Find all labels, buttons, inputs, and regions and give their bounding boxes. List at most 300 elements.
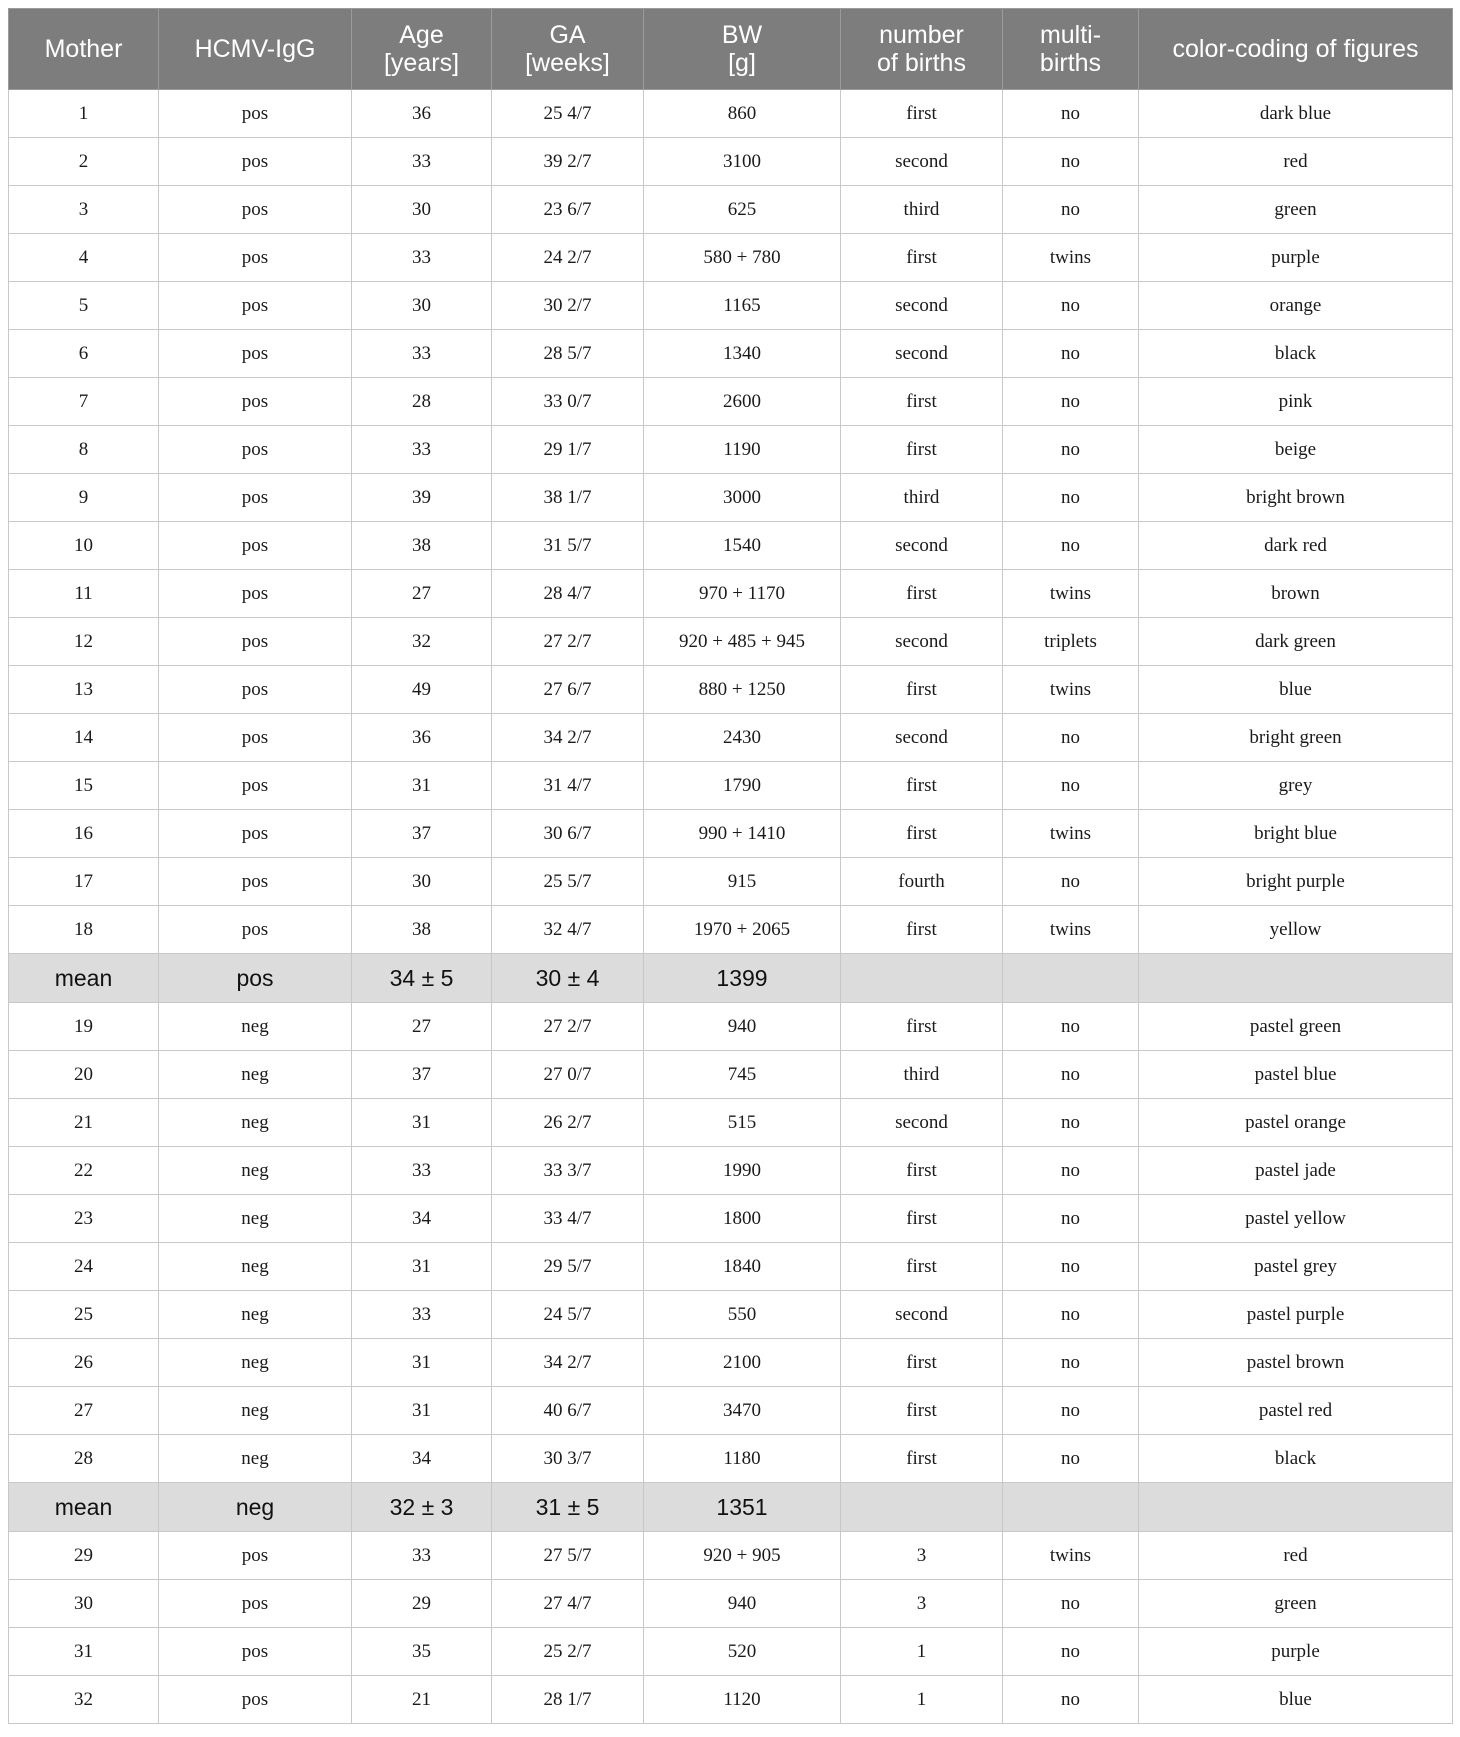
table-row bbox=[9, 1099, 1453, 1147]
table-cell: 1 bbox=[841, 1628, 1003, 1676]
table-cell: pos bbox=[159, 1676, 352, 1724]
table-cell: 33 bbox=[352, 330, 492, 378]
table-cell: no bbox=[1003, 426, 1139, 474]
table-cell: no bbox=[1003, 522, 1139, 570]
table-cell: beige bbox=[1139, 426, 1453, 474]
table-cell: 3100 bbox=[644, 138, 841, 186]
column-header bbox=[9, 9, 159, 90]
column-header-line2: [weeks] bbox=[525, 49, 610, 77]
table-cell: 33 bbox=[352, 234, 492, 282]
table-cell: 3000 bbox=[644, 474, 841, 522]
table-row bbox=[9, 138, 1453, 186]
table-cell: 33 bbox=[352, 426, 492, 474]
column-header-line2: [years] bbox=[383, 49, 460, 77]
table-row bbox=[9, 1580, 1453, 1628]
table-cell: first bbox=[841, 234, 1003, 282]
table-cell: 32 ± 3 bbox=[352, 1483, 492, 1532]
table-cell: 31 5/7 bbox=[492, 522, 644, 570]
table-cell: green bbox=[1139, 1580, 1453, 1628]
table-cell: blue bbox=[1139, 666, 1453, 714]
table-cell: pastel purple bbox=[1139, 1291, 1453, 1339]
table-cell: 20 bbox=[9, 1051, 159, 1099]
table-cell: 38 1/7 bbox=[492, 474, 644, 522]
column-header bbox=[352, 9, 492, 90]
table-cell: pos bbox=[159, 234, 352, 282]
table-cell: 27 bbox=[352, 1003, 492, 1051]
table-cell: 38 bbox=[352, 906, 492, 954]
table-row bbox=[9, 570, 1453, 618]
table-cell: bright blue bbox=[1139, 810, 1453, 858]
table-cell: neg bbox=[159, 1339, 352, 1387]
table-cell: no bbox=[1003, 186, 1139, 234]
table-cell: pastel yellow bbox=[1139, 1195, 1453, 1243]
table-cell: 10 bbox=[9, 522, 159, 570]
table-cell: pos bbox=[159, 762, 352, 810]
table-cell: 21 bbox=[9, 1099, 159, 1147]
table-cell: 29 bbox=[9, 1532, 159, 1580]
table-cell: 36 bbox=[352, 90, 492, 138]
table-cell: 515 bbox=[644, 1099, 841, 1147]
table-row bbox=[9, 810, 1453, 858]
table-row bbox=[9, 1532, 1453, 1580]
table-cell: 49 bbox=[352, 666, 492, 714]
table-cell: no bbox=[1003, 1628, 1139, 1676]
table-cell: second bbox=[841, 618, 1003, 666]
column-header bbox=[841, 9, 1003, 90]
table-cell: no bbox=[1003, 1387, 1139, 1435]
table-cell: 1351 bbox=[644, 1483, 841, 1532]
table-header bbox=[9, 9, 1453, 90]
table-cell: green bbox=[1139, 186, 1453, 234]
table-cell: first bbox=[841, 1387, 1003, 1435]
table-cell: neg bbox=[159, 1435, 352, 1483]
table-cell: pastel brown bbox=[1139, 1339, 1453, 1387]
table-cell: no bbox=[1003, 1195, 1139, 1243]
table-cell: first bbox=[841, 426, 1003, 474]
table-cell: 27 bbox=[352, 570, 492, 618]
table-cell: 27 2/7 bbox=[492, 618, 644, 666]
table-cell bbox=[1139, 1483, 1453, 1532]
table-row bbox=[9, 858, 1453, 906]
table-cell: 28 5/7 bbox=[492, 330, 644, 378]
table-cell bbox=[1003, 1483, 1139, 1532]
table-cell: first bbox=[841, 90, 1003, 138]
table-cell: yellow bbox=[1139, 906, 1453, 954]
table-cell: pos bbox=[159, 954, 352, 1003]
table-cell: 14 bbox=[9, 714, 159, 762]
table-cell: 3470 bbox=[644, 1387, 841, 1435]
table-cell: neg bbox=[159, 1147, 352, 1195]
table-cell: pos bbox=[159, 426, 352, 474]
table-cell: no bbox=[1003, 1051, 1139, 1099]
table-cell: no bbox=[1003, 714, 1139, 762]
column-header bbox=[644, 9, 841, 90]
table-cell: no bbox=[1003, 90, 1139, 138]
table-cell: 920 + 485 + 945 bbox=[644, 618, 841, 666]
table-cell: 1 bbox=[9, 90, 159, 138]
table-cell: no bbox=[1003, 474, 1139, 522]
table-cell: 35 bbox=[352, 1628, 492, 1676]
table-row bbox=[9, 522, 1453, 570]
table-cell: no bbox=[1003, 1435, 1139, 1483]
table-cell bbox=[841, 954, 1003, 1003]
table-cell: 1990 bbox=[644, 1147, 841, 1195]
table-cell: 4 bbox=[9, 234, 159, 282]
table-cell: blue bbox=[1139, 1676, 1453, 1724]
table-cell: first bbox=[841, 1339, 1003, 1387]
table-row bbox=[9, 714, 1453, 762]
table-cell: 970 + 1170 bbox=[644, 570, 841, 618]
table-cell: 27 5/7 bbox=[492, 1532, 644, 1580]
table-body bbox=[9, 90, 1453, 1724]
table-row bbox=[9, 666, 1453, 714]
column-header-line1: Age bbox=[399, 21, 444, 49]
table-cell: 34 2/7 bbox=[492, 714, 644, 762]
table-cell: 1120 bbox=[644, 1676, 841, 1724]
table-cell: 34 bbox=[352, 1195, 492, 1243]
table-cell: first bbox=[841, 1147, 1003, 1195]
table-cell: pos bbox=[159, 522, 352, 570]
table-cell: neg bbox=[159, 1387, 352, 1435]
table-cell: 22 bbox=[9, 1147, 159, 1195]
column-header bbox=[1003, 9, 1139, 90]
table-cell: second bbox=[841, 330, 1003, 378]
table-cell: first bbox=[841, 1435, 1003, 1483]
table-cell: mean bbox=[9, 954, 159, 1003]
table-cell: no bbox=[1003, 858, 1139, 906]
table-cell: dark green bbox=[1139, 618, 1453, 666]
table-cell: no bbox=[1003, 378, 1139, 426]
table-cell: pos bbox=[159, 186, 352, 234]
table-cell: pink bbox=[1139, 378, 1453, 426]
table-row bbox=[9, 618, 1453, 666]
table-cell: first bbox=[841, 906, 1003, 954]
table-cell: 15 bbox=[9, 762, 159, 810]
table-cell: twins bbox=[1003, 810, 1139, 858]
table-cell: 745 bbox=[644, 1051, 841, 1099]
column-header-line2: of births bbox=[877, 49, 966, 77]
table-cell: 31 bbox=[9, 1628, 159, 1676]
table-cell: red bbox=[1139, 138, 1453, 186]
column-header-line1: GA bbox=[549, 21, 586, 49]
table-row bbox=[9, 762, 1453, 810]
table-row bbox=[9, 1003, 1453, 1051]
table-cell: first bbox=[841, 378, 1003, 426]
table-cell: 19 bbox=[9, 1003, 159, 1051]
table-cell: 30 ± 4 bbox=[492, 954, 644, 1003]
table-cell: twins bbox=[1003, 1532, 1139, 1580]
table-cell: 580 + 780 bbox=[644, 234, 841, 282]
table-cell: no bbox=[1003, 1580, 1139, 1628]
table-cell: 32 4/7 bbox=[492, 906, 644, 954]
table-cell: first bbox=[841, 1243, 1003, 1291]
table-cell: 2100 bbox=[644, 1339, 841, 1387]
table-cell: 9 bbox=[9, 474, 159, 522]
table-cell: pos bbox=[159, 474, 352, 522]
table-cell: 25 bbox=[9, 1291, 159, 1339]
table-cell: 30 bbox=[352, 858, 492, 906]
table-cell: pos bbox=[159, 330, 352, 378]
table-cell: 2 bbox=[9, 138, 159, 186]
table-cell: no bbox=[1003, 762, 1139, 810]
table-cell: 12 bbox=[9, 618, 159, 666]
table-cell: 520 bbox=[644, 1628, 841, 1676]
table-row bbox=[9, 1051, 1453, 1099]
table-row bbox=[9, 1435, 1453, 1483]
table-cell: 25 5/7 bbox=[492, 858, 644, 906]
table-cell: 40 6/7 bbox=[492, 1387, 644, 1435]
table-cell bbox=[1139, 954, 1453, 1003]
table-cell: 550 bbox=[644, 1291, 841, 1339]
table-cell: first bbox=[841, 762, 1003, 810]
table-cell: 39 bbox=[352, 474, 492, 522]
table-cell: 18 bbox=[9, 906, 159, 954]
table-cell: 11 bbox=[9, 570, 159, 618]
table-cell: pos bbox=[159, 282, 352, 330]
table-cell: pastel grey bbox=[1139, 1243, 1453, 1291]
table-cell: 30 2/7 bbox=[492, 282, 644, 330]
table-cell: 28 4/7 bbox=[492, 570, 644, 618]
table-cell: 31 bbox=[352, 1339, 492, 1387]
table-cell: 37 bbox=[352, 1051, 492, 1099]
table-cell: no bbox=[1003, 1147, 1139, 1195]
table-cell: brown bbox=[1139, 570, 1453, 618]
table-cell: 39 2/7 bbox=[492, 138, 644, 186]
table-cell: first bbox=[841, 1003, 1003, 1051]
column-header bbox=[159, 9, 352, 90]
table-cell: 21 bbox=[352, 1676, 492, 1724]
table-cell: grey bbox=[1139, 762, 1453, 810]
column-header-line1: number bbox=[879, 21, 964, 49]
table-container bbox=[8, 8, 1452, 1724]
table-cell: 1 bbox=[841, 1676, 1003, 1724]
table-row bbox=[9, 330, 1453, 378]
table-cell: 31 ± 5 bbox=[492, 1483, 644, 1532]
table-cell: no bbox=[1003, 138, 1139, 186]
table-cell: 7 bbox=[9, 378, 159, 426]
table-cell: 31 bbox=[352, 1387, 492, 1435]
table-cell: 26 2/7 bbox=[492, 1099, 644, 1147]
table-row bbox=[9, 1387, 1453, 1435]
table-cell: dark red bbox=[1139, 522, 1453, 570]
table-cell: 625 bbox=[644, 186, 841, 234]
table-cell: third bbox=[841, 186, 1003, 234]
table-cell: 30 bbox=[352, 186, 492, 234]
table-cell: 860 bbox=[644, 90, 841, 138]
table-cell: no bbox=[1003, 1339, 1139, 1387]
table-cell: 33 0/7 bbox=[492, 378, 644, 426]
table-cell: fourth bbox=[841, 858, 1003, 906]
table-cell: bright green bbox=[1139, 714, 1453, 762]
table-cell: 36 bbox=[352, 714, 492, 762]
table-cell: 30 bbox=[9, 1580, 159, 1628]
column-header bbox=[1139, 9, 1453, 90]
table-cell: 880 + 1250 bbox=[644, 666, 841, 714]
table-cell: 1790 bbox=[644, 762, 841, 810]
table-cell: second bbox=[841, 138, 1003, 186]
table-cell: pos bbox=[159, 378, 352, 426]
table-cell: 915 bbox=[644, 858, 841, 906]
table-cell: 920 + 905 bbox=[644, 1532, 841, 1580]
table-cell: 1180 bbox=[644, 1435, 841, 1483]
table-cell: no bbox=[1003, 330, 1139, 378]
table-cell: neg bbox=[159, 1291, 352, 1339]
table-cell: neg bbox=[159, 1051, 352, 1099]
table-cell: first bbox=[841, 1195, 1003, 1243]
header-row bbox=[9, 9, 1453, 90]
table-cell: 1165 bbox=[644, 282, 841, 330]
table-cell: second bbox=[841, 1291, 1003, 1339]
table-row bbox=[9, 282, 1453, 330]
table-cell: 34 bbox=[352, 1435, 492, 1483]
column-header-line1: HCMV-IgG bbox=[194, 35, 316, 63]
table-cell: 33 bbox=[352, 138, 492, 186]
table-cell: 26 bbox=[9, 1339, 159, 1387]
table-cell: 1340 bbox=[644, 330, 841, 378]
table-row bbox=[9, 906, 1453, 954]
table-cell: pastel orange bbox=[1139, 1099, 1453, 1147]
table-cell: 30 6/7 bbox=[492, 810, 644, 858]
table-cell: first bbox=[841, 810, 1003, 858]
table-cell: pastel red bbox=[1139, 1387, 1453, 1435]
table-cell: 32 bbox=[352, 618, 492, 666]
table-cell: 25 4/7 bbox=[492, 90, 644, 138]
table-cell: 24 2/7 bbox=[492, 234, 644, 282]
column-header bbox=[492, 9, 644, 90]
table-cell: mean bbox=[9, 1483, 159, 1532]
table-cell: twins bbox=[1003, 570, 1139, 618]
table-cell: twins bbox=[1003, 234, 1139, 282]
table-row bbox=[9, 186, 1453, 234]
table-cell: 1399 bbox=[644, 954, 841, 1003]
summary-row bbox=[9, 954, 1453, 1003]
table-cell: 1800 bbox=[644, 1195, 841, 1243]
table-row bbox=[9, 474, 1453, 522]
table-cell: black bbox=[1139, 330, 1453, 378]
table-cell: 31 bbox=[352, 1243, 492, 1291]
table-cell: twins bbox=[1003, 906, 1139, 954]
table-cell: purple bbox=[1139, 234, 1453, 282]
table-cell: bright purple bbox=[1139, 858, 1453, 906]
table-cell: orange bbox=[1139, 282, 1453, 330]
table-cell: pos bbox=[159, 858, 352, 906]
table-cell: pos bbox=[159, 138, 352, 186]
column-header-line1: BW bbox=[721, 21, 763, 49]
table-cell: 23 6/7 bbox=[492, 186, 644, 234]
table-row bbox=[9, 1676, 1453, 1724]
table-cell: pos bbox=[159, 714, 352, 762]
table-cell: 8 bbox=[9, 426, 159, 474]
table-cell: 29 1/7 bbox=[492, 426, 644, 474]
table-cell: 27 0/7 bbox=[492, 1051, 644, 1099]
table-cell: 38 bbox=[352, 522, 492, 570]
table-cell: 16 bbox=[9, 810, 159, 858]
table-cell: purple bbox=[1139, 1628, 1453, 1676]
table-cell: twins bbox=[1003, 666, 1139, 714]
table-cell: second bbox=[841, 1099, 1003, 1147]
table-cell: pos bbox=[159, 90, 352, 138]
table-cell: 17 bbox=[9, 858, 159, 906]
table-cell: 24 5/7 bbox=[492, 1291, 644, 1339]
table-cell: pos bbox=[159, 906, 352, 954]
table-cell: second bbox=[841, 714, 1003, 762]
table-cell: 31 bbox=[352, 762, 492, 810]
table-cell: no bbox=[1003, 1003, 1139, 1051]
table-cell: 33 bbox=[352, 1291, 492, 1339]
table-cell: 1840 bbox=[644, 1243, 841, 1291]
column-header-line2: [g] bbox=[728, 49, 756, 77]
table-cell: 940 bbox=[644, 1580, 841, 1628]
table-cell: bright brown bbox=[1139, 474, 1453, 522]
table-cell: 34 ± 5 bbox=[352, 954, 492, 1003]
column-header-line1: Mother bbox=[44, 35, 123, 63]
table-cell: 28 1/7 bbox=[492, 1676, 644, 1724]
column-header-line1: color-coding of figures bbox=[1172, 35, 1419, 63]
table-cell: pos bbox=[159, 1628, 352, 1676]
table-cell: 2430 bbox=[644, 714, 841, 762]
table-cell: 30 bbox=[352, 282, 492, 330]
table-cell: 27 6/7 bbox=[492, 666, 644, 714]
table-cell: 1970 + 2065 bbox=[644, 906, 841, 954]
table-cell: pos bbox=[159, 666, 352, 714]
table-cell: third bbox=[841, 474, 1003, 522]
table-cell: no bbox=[1003, 1243, 1139, 1291]
table-cell: 28 bbox=[9, 1435, 159, 1483]
column-header-line2: births bbox=[1039, 49, 1102, 77]
table-cell: 37 bbox=[352, 810, 492, 858]
summary-row bbox=[9, 1483, 1453, 1532]
table-cell: 3 bbox=[841, 1580, 1003, 1628]
table-row bbox=[9, 1195, 1453, 1243]
table-row bbox=[9, 1291, 1453, 1339]
table-cell: 27 4/7 bbox=[492, 1580, 644, 1628]
table-cell: no bbox=[1003, 1291, 1139, 1339]
table-cell: 27 2/7 bbox=[492, 1003, 644, 1051]
column-header-line1: multi- bbox=[1039, 21, 1102, 49]
table-cell: 31 4/7 bbox=[492, 762, 644, 810]
table-cell: 29 bbox=[352, 1580, 492, 1628]
table-cell: pos bbox=[159, 1580, 352, 1628]
table-cell: neg bbox=[159, 1483, 352, 1532]
table-cell: 24 bbox=[9, 1243, 159, 1291]
table-cell: no bbox=[1003, 282, 1139, 330]
table-cell: second bbox=[841, 522, 1003, 570]
table-cell: 33 3/7 bbox=[492, 1147, 644, 1195]
table-cell: first bbox=[841, 666, 1003, 714]
table-cell bbox=[841, 1483, 1003, 1532]
table-cell: 34 2/7 bbox=[492, 1339, 644, 1387]
table-cell: neg bbox=[159, 1243, 352, 1291]
table-cell: 13 bbox=[9, 666, 159, 714]
table-cell: pos bbox=[159, 1532, 352, 1580]
table-cell: pastel blue bbox=[1139, 1051, 1453, 1099]
table-cell: 2600 bbox=[644, 378, 841, 426]
table-cell: 33 bbox=[352, 1532, 492, 1580]
table-cell: pastel green bbox=[1139, 1003, 1453, 1051]
table-cell: neg bbox=[159, 1003, 352, 1051]
table-cell: neg bbox=[159, 1195, 352, 1243]
table-cell: 940 bbox=[644, 1003, 841, 1051]
table-cell: triplets bbox=[1003, 618, 1139, 666]
table-cell: dark blue bbox=[1139, 90, 1453, 138]
table-row bbox=[9, 426, 1453, 474]
table-cell: 1540 bbox=[644, 522, 841, 570]
table-row bbox=[9, 90, 1453, 138]
table-row bbox=[9, 1243, 1453, 1291]
table-cell: 6 bbox=[9, 330, 159, 378]
table-cell: black bbox=[1139, 1435, 1453, 1483]
table-cell: no bbox=[1003, 1676, 1139, 1724]
